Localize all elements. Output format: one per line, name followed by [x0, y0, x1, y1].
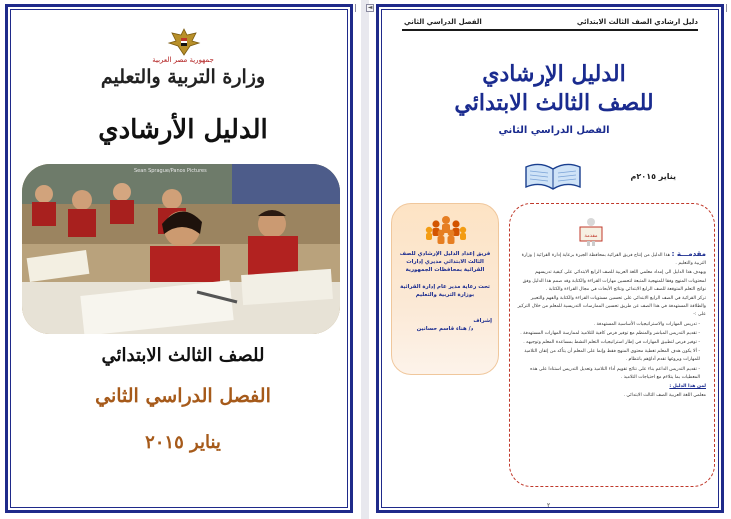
classroom-photo	[22, 164, 340, 334]
guide-semester: الفصل الدراسي الثاني	[498, 125, 610, 136]
page-number: ٢	[547, 502, 551, 509]
team-people-icon	[424, 214, 468, 246]
guide-title-line2: للصف الثالث الابتدائي	[454, 90, 654, 116]
guide-title-line1: الدليل الإرشادي	[482, 61, 626, 87]
intro-bullet-2: - تقديم التدريس المباشر والمنظم مع توفير فرص كافية للتلاميذ لممارسة المهارات المستهدفة .	[520, 330, 700, 336]
intro-bullet-2-text: تقديم التدريس المباشر والمنظم مع توفير فرص كافية للتلاميذ لممارسة المهارات المستهدفة .	[520, 330, 697, 336]
intro-bullet-5-text: تقديم التدريس الداعم بناء على نتائج تقويم أداء التلاميذ وتعديل التدريس استنادا على هذه المعطيات بما يتلاءم مع احتياجات التلاميذ .	[530, 366, 700, 380]
photo-watermark: Sean Sprague/Panos Pictures	[134, 168, 207, 174]
scroll-left-icon-2[interactable]: ◄	[367, 4, 373, 11]
guide-title	[414, 60, 694, 118]
cover-page	[3, 2, 355, 515]
header-divider	[402, 29, 698, 31]
cover-title: الدليل الأرشادي	[98, 115, 268, 145]
running-header-left: الفصل الدراسي الثاني	[404, 18, 482, 26]
grade-title: للصف الثالث الابتدائي	[101, 345, 265, 366]
team-text	[398, 250, 492, 333]
intro-bullet-4-text: ألا يكون هدف المعلم تغطية محتوى المنهج فقط وإنما على المعلم أن يتأكد من إتقان التلاميذ للمهارات وبروغها تقدم أداؤهم بانتظام .	[524, 349, 700, 363]
audience-text: معلمي اللغة العربية الصف الثالث الابتدائي .	[623, 393, 706, 399]
page-spine	[361, 0, 369, 519]
intro-card-label: مقدمة	[584, 233, 598, 239]
supervision-label: إشراف	[473, 318, 492, 324]
team-box	[391, 203, 499, 375]
team-authors: فريق إعداد الدليل الإرشادي للصف الثالث الابتدائي مديري إدارات القرائية بمحافظات الجمهورية	[399, 251, 491, 273]
introduction-box	[509, 203, 715, 487]
guide-date: يناير ٢٠١٥م	[630, 172, 676, 181]
intro-bullet-4: - ألا يكون هدف المعلم تغطية محتوى المنهج فقط وإنما على المعلم أن يتأكد من إتقان التلاميذ للمهارات وبروغها تقدم أداؤهم بانتظام .	[524, 349, 700, 363]
ministry-name: وزارة التربية والتعليم	[100, 66, 266, 88]
intro-card-icon	[578, 216, 604, 246]
intro-bullet-1-text: تدريس المهارات والاستراتيجيات الأساسية المستهدفة .	[593, 321, 697, 327]
supervisor-name: د/ هناء قاسم حسانين	[416, 326, 474, 332]
intro-paragraph-1: هذا الدليل من إنتاج فريق القرائية بمحافظة الجيزة برعاية إدارة القرائية | وزارة التربية والتعليم .	[521, 253, 706, 267]
cover-date: يناير ٢٠١٥	[145, 432, 221, 453]
intro-paragraph-2: ويهدف هذا الدليل الى إمداد معلمي اللغة العربية للصف الرابع الابتدائي على كيفية تدريسهم لمحتويات المنهج وفقا للمنهجية المتبعة لتحسين مهارات القراءة والكتابة وقد صمم هذا الدليل وفق نواتج التعلم المتوقعة للصف الرابع الابتدائي ونتائج الأبحاث في مجال القراءة والكتابة .	[522, 270, 706, 292]
intro-bullet-3: - توفير فرص لتطبيق المهارات في إطار استراتيجيات التعلم النشط بمساعدة المعلم وتوجيهه .	[523, 340, 700, 346]
intro-bullet-3-text: توفير فرص لتطبيق المهارات في إطار استراتيجيات التعلم النشط بمساعدة المعلم وتوجيهه .	[523, 340, 697, 346]
audience-heading: لمن هذا الدليل :	[669, 384, 706, 390]
country-caption: جمهورية مصر العربية	[152, 56, 214, 64]
eagle-emblem-icon	[166, 27, 202, 57]
open-book-icon	[522, 159, 584, 193]
intro-page	[374, 2, 726, 515]
running-header-right: دليل ارشادي الصف الثالث الابتدائي	[576, 18, 698, 26]
intro-paragraph-3: تركز القرائية في الصف الرابع الابتدائي على تحسين مستويات القراءة والكتابة والفهم والتعبير والطلاقة المستهدفة في هذا الصف عن طريق تحسين الممارسات التدريسية للمعلم من خلال التركيز على :-	[517, 296, 706, 318]
intro-heading: مقدمـــة :	[671, 250, 706, 258]
team-sponsor: تحت رعاية مدير عام إدارة القرائية بوزارة التربية والتعليم	[400, 284, 490, 298]
intro-text	[516, 250, 706, 401]
intro-bullet-5: - تقديم التدريس الداعم بناء على نتائج تقويم أداء التلاميذ وتعديل التدريس استنادا على هذه المعطيات بما يتلاءم مع احتياجات التلاميذ .	[530, 366, 700, 380]
intro-bullet-1: - تدريس المهارات والاستراتيجيات الأساسية المستهدفة .	[593, 321, 700, 327]
semester-title: الفصل الدراسي الثاني	[95, 385, 271, 407]
